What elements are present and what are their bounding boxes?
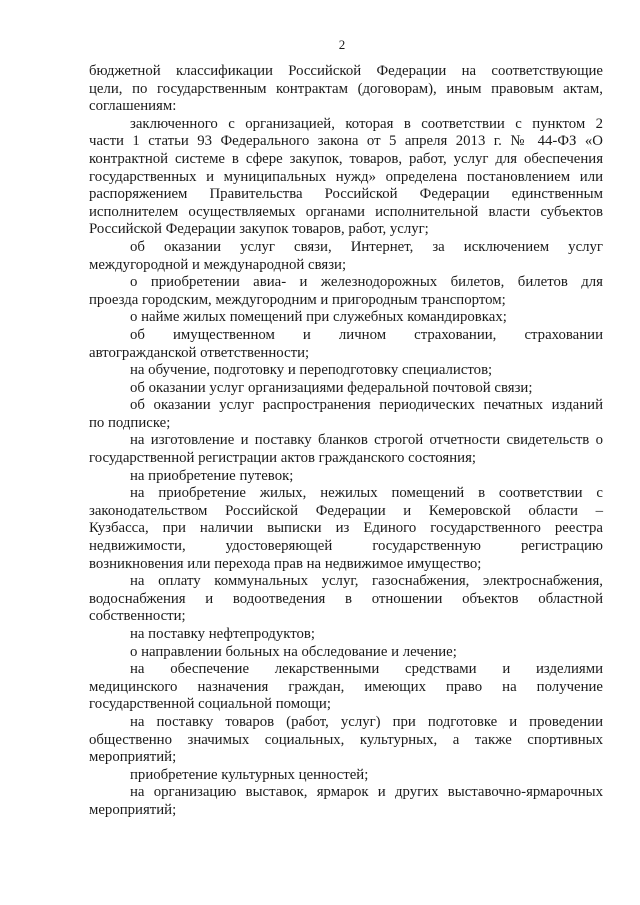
paragraph <box>89 573 603 626</box>
text-line: на приобретение путевок; <box>130 467 294 484</box>
text-line: приобретение культурных ценностей; <box>130 766 369 783</box>
paragraph <box>89 468 603 486</box>
paragraph <box>89 767 603 785</box>
text-line: контрактной системе в сфере закупок, товаров, работ, услуг для обеспечения <box>89 150 603 167</box>
paragraph <box>89 485 603 573</box>
text-line: недвижимости, удостоверяющей государственную регистрацию <box>89 538 603 555</box>
text-line: на оплату коммунальных услуг, газоснабжения, электроснабжения, <box>130 573 603 590</box>
text-line: на обучение, подготовку и переподготовку специалистов; <box>130 362 493 379</box>
document-body <box>89 63 603 820</box>
text-line: об оказании услуг связи, Интернет, за исключением услуг <box>130 238 603 255</box>
paragraph <box>89 626 603 644</box>
text-line: бюджетной классификации Российской Федерации на соответствующие <box>89 63 603 79</box>
text-line: исполнителем осуществляемых органами исполнительной власти субъектов <box>89 203 603 220</box>
text-line: о направлении больных на обследование и лечение; <box>130 643 457 660</box>
text-line: заключенного с организацией, которая в соответствии с пунктом 2 <box>130 115 603 132</box>
text-line: медицинского назначения граждан, имеющих право на получение <box>89 678 603 695</box>
paragraph <box>89 397 603 432</box>
text-line: распоряжением Правительства Российской Федерации единственным <box>89 186 603 203</box>
text-line: по подписке; <box>89 414 171 431</box>
text-line: законодательством Российской Федерации и Кемеровской области – <box>89 502 603 519</box>
paragraph <box>89 714 603 767</box>
text-line: части 1 статьи 93 Федерального закона от 5 апреля 2013 г. № 44-ФЗ «О <box>89 133 603 150</box>
text-line: междугородной и международной связи; <box>89 256 347 273</box>
text-line: государственных и муниципальных нужд» определена постановлением или <box>89 168 603 185</box>
text-line: собственности; <box>89 608 186 625</box>
text-line: мероприятий; <box>89 749 177 766</box>
text-line: цели, по государственным контрактам (договорам), иным правовым актам, <box>89 80 603 97</box>
paragraph <box>89 362 603 380</box>
text-line: на изготовление и поставку бланков строгой отчетности свидетельств о <box>130 432 603 449</box>
text-line: Российской Федерации закупок товаров, работ, услуг; <box>89 221 429 238</box>
page-number: 2 <box>338 37 346 52</box>
text-line: об имущественном и личном страховании, страховании <box>130 326 603 343</box>
text-line: мероприятий; <box>89 801 177 818</box>
text-line: на поставку товаров (работ, услуг) при подготовке и проведении <box>130 713 603 730</box>
text-line: возникновения или перехода прав на недвижимое имущество; <box>89 555 482 572</box>
text-line: проезда городским, междугородним и пригородным транспортом; <box>89 291 506 308</box>
text-line: на обеспечение лекарственными средствами и изделиями <box>130 661 603 678</box>
text-line: о найме жилых помещений при служебных командировках; <box>130 309 507 326</box>
text-line: государственной социальной помощи; <box>89 696 331 713</box>
paragraph <box>89 784 603 819</box>
text-line: на поставку нефтепродуктов; <box>130 626 315 642</box>
text-line: общественно значимых социальных, культурных, а также спортивных <box>89 731 603 748</box>
text-line: на организацию выставок, ярмарок и других выставочно-ярмарочных <box>130 784 603 801</box>
text-line: об оказании услуг распространения периодических печатных изданий <box>130 397 603 414</box>
text-line: автогражданской ответственности; <box>89 344 310 361</box>
text-line: водоснабжения и водоотведения в отношении объектов областной <box>89 590 603 607</box>
text-line: о приобретении авиа- и железнодорожных билетов, билетов для <box>130 274 603 291</box>
paragraph <box>89 432 603 467</box>
paragraph <box>89 380 603 398</box>
text-line: на приобретение жилых, нежилых помещений в соответствии с <box>130 485 603 502</box>
text-line: Кузбасса, при наличии выписки из Единого государственного реестра <box>89 520 603 537</box>
text-line: государственной регистрации актов гражданского состояния; <box>89 450 476 467</box>
paragraph <box>89 239 603 274</box>
paragraph <box>89 116 603 239</box>
paragraph <box>89 309 603 327</box>
paragraph <box>89 63 603 116</box>
text-line: об оказании услуг организациями федеральной почтовой связи; <box>130 379 533 396</box>
paragraph <box>89 661 603 714</box>
paragraph <box>89 644 603 662</box>
paragraph <box>89 274 603 309</box>
paragraph <box>89 327 603 362</box>
text-line: соглашениям: <box>89 98 177 115</box>
